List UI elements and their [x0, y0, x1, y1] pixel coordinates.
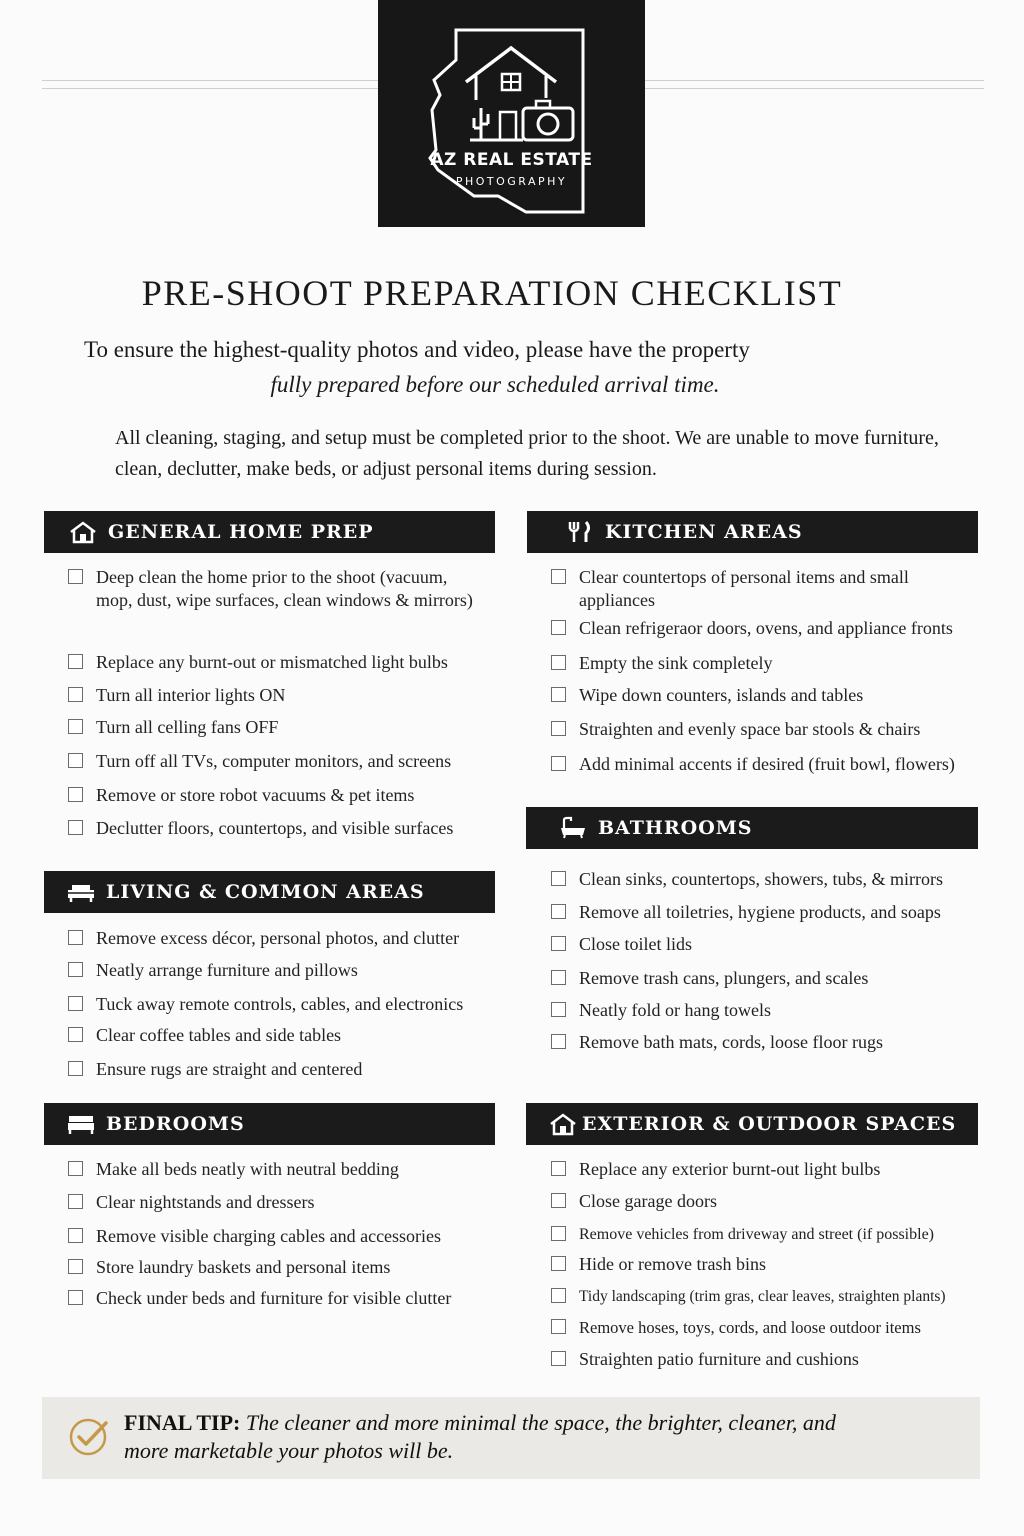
- checkbox[interactable]: [68, 569, 83, 584]
- section-header-living: [44, 871, 495, 913]
- section-title-exterior: EXTERIOR & OUTDOOR SPACES: [582, 1113, 957, 1135]
- brand-logo: [378, 0, 645, 227]
- brand-name: AZ REAL ESTATE: [430, 150, 593, 170]
- section-header-bedrooms: [44, 1103, 495, 1145]
- checkbox[interactable]: [68, 996, 83, 1011]
- intro-line-1: To ensure the highest-quality photos and video, please have the property: [84, 337, 750, 362]
- section-title-general: GENERAL HOME PREP: [108, 521, 374, 543]
- final-tip-message: The cleaner and more minimal the space, the brighter, cleaner, and more marketable your photos will be.: [124, 1410, 836, 1463]
- checkbox[interactable]: [68, 654, 83, 669]
- checkbox[interactable]: [551, 936, 566, 951]
- checkbox[interactable]: [551, 1034, 566, 1049]
- checkbox[interactable]: [68, 1061, 83, 1076]
- checkbox[interactable]: [551, 1226, 566, 1241]
- checkbox[interactable]: [551, 904, 566, 919]
- final-tip-banner: [42, 1397, 980, 1479]
- top-rule-right-2: [645, 88, 984, 89]
- checkbox[interactable]: [551, 655, 566, 670]
- section-title-living: LIVING & COMMON AREAS: [106, 881, 425, 903]
- checkbox[interactable]: [551, 569, 566, 584]
- home-exterior-icon: [548, 1112, 578, 1136]
- checkbox[interactable]: [68, 1290, 83, 1305]
- checkbox[interactable]: [551, 871, 566, 886]
- checkbox[interactable]: [551, 1002, 566, 1017]
- final-tip-text: [124, 1409, 884, 1465]
- checkbox[interactable]: [68, 1228, 83, 1243]
- section-header-kitchen: [527, 511, 978, 553]
- checkbox[interactable]: [68, 962, 83, 977]
- intro-line-2: fully prepared before our scheduled arrival time.: [270, 372, 720, 397]
- house-icon: [68, 520, 98, 544]
- checkbox[interactable]: [68, 753, 83, 768]
- checkbox[interactable]: [551, 721, 566, 736]
- checkbox[interactable]: [68, 1027, 83, 1042]
- checkbox[interactable]: [551, 1351, 566, 1366]
- checkbox[interactable]: [551, 1256, 566, 1271]
- checkbox[interactable]: [68, 687, 83, 702]
- checkbox[interactable]: [551, 1161, 566, 1176]
- top-rule-left: [42, 80, 378, 81]
- section-title-bedrooms: BEDROOMS: [106, 1113, 245, 1135]
- bathtub-icon: [558, 816, 588, 840]
- brand-subtitle: PHOTOGRAPHY: [455, 175, 568, 188]
- checkbox[interactable]: [68, 820, 83, 835]
- checkbox[interactable]: [68, 1194, 83, 1209]
- section-title-kitchen: KITCHEN AREAS: [605, 521, 803, 543]
- checkbox[interactable]: [551, 1193, 566, 1208]
- checkbox[interactable]: [551, 620, 566, 635]
- top-rule-right: [645, 80, 984, 81]
- checkbox[interactable]: [68, 787, 83, 802]
- sofa-icon: [66, 880, 96, 904]
- checkbox[interactable]: [551, 970, 566, 985]
- bed-icon: [66, 1112, 96, 1136]
- section-header-bathrooms: [526, 807, 978, 849]
- checkbox[interactable]: [68, 930, 83, 945]
- section-title-bathrooms: BATHROOMS: [598, 817, 753, 839]
- check-circle-icon: [68, 1415, 112, 1459]
- checkbox[interactable]: [551, 1319, 566, 1334]
- checkbox[interactable]: [551, 1288, 566, 1303]
- top-rule-left-2: [42, 88, 378, 89]
- prep-note: All cleaning, staging, and setup must be completed prior to the shoot. We are unable to move furniture, clean, declutter, make beds, or adjust personal items during session.: [115, 427, 939, 480]
- checkbox[interactable]: [68, 719, 83, 734]
- page-title: PRE-SHOOT PREPARATION CHECKLIST: [141, 273, 843, 313]
- section-header-general: [44, 511, 495, 553]
- checkbox[interactable]: [68, 1259, 83, 1274]
- arizona-house-camera-logo-icon: [378, 0, 645, 227]
- final-tip-label: FINAL TIP:: [124, 1410, 241, 1435]
- section-header-exterior: [526, 1103, 978, 1145]
- checkbox[interactable]: [551, 756, 566, 771]
- utensils-icon: [565, 520, 595, 544]
- checkbox[interactable]: [551, 687, 566, 702]
- checkbox[interactable]: [68, 1161, 83, 1176]
